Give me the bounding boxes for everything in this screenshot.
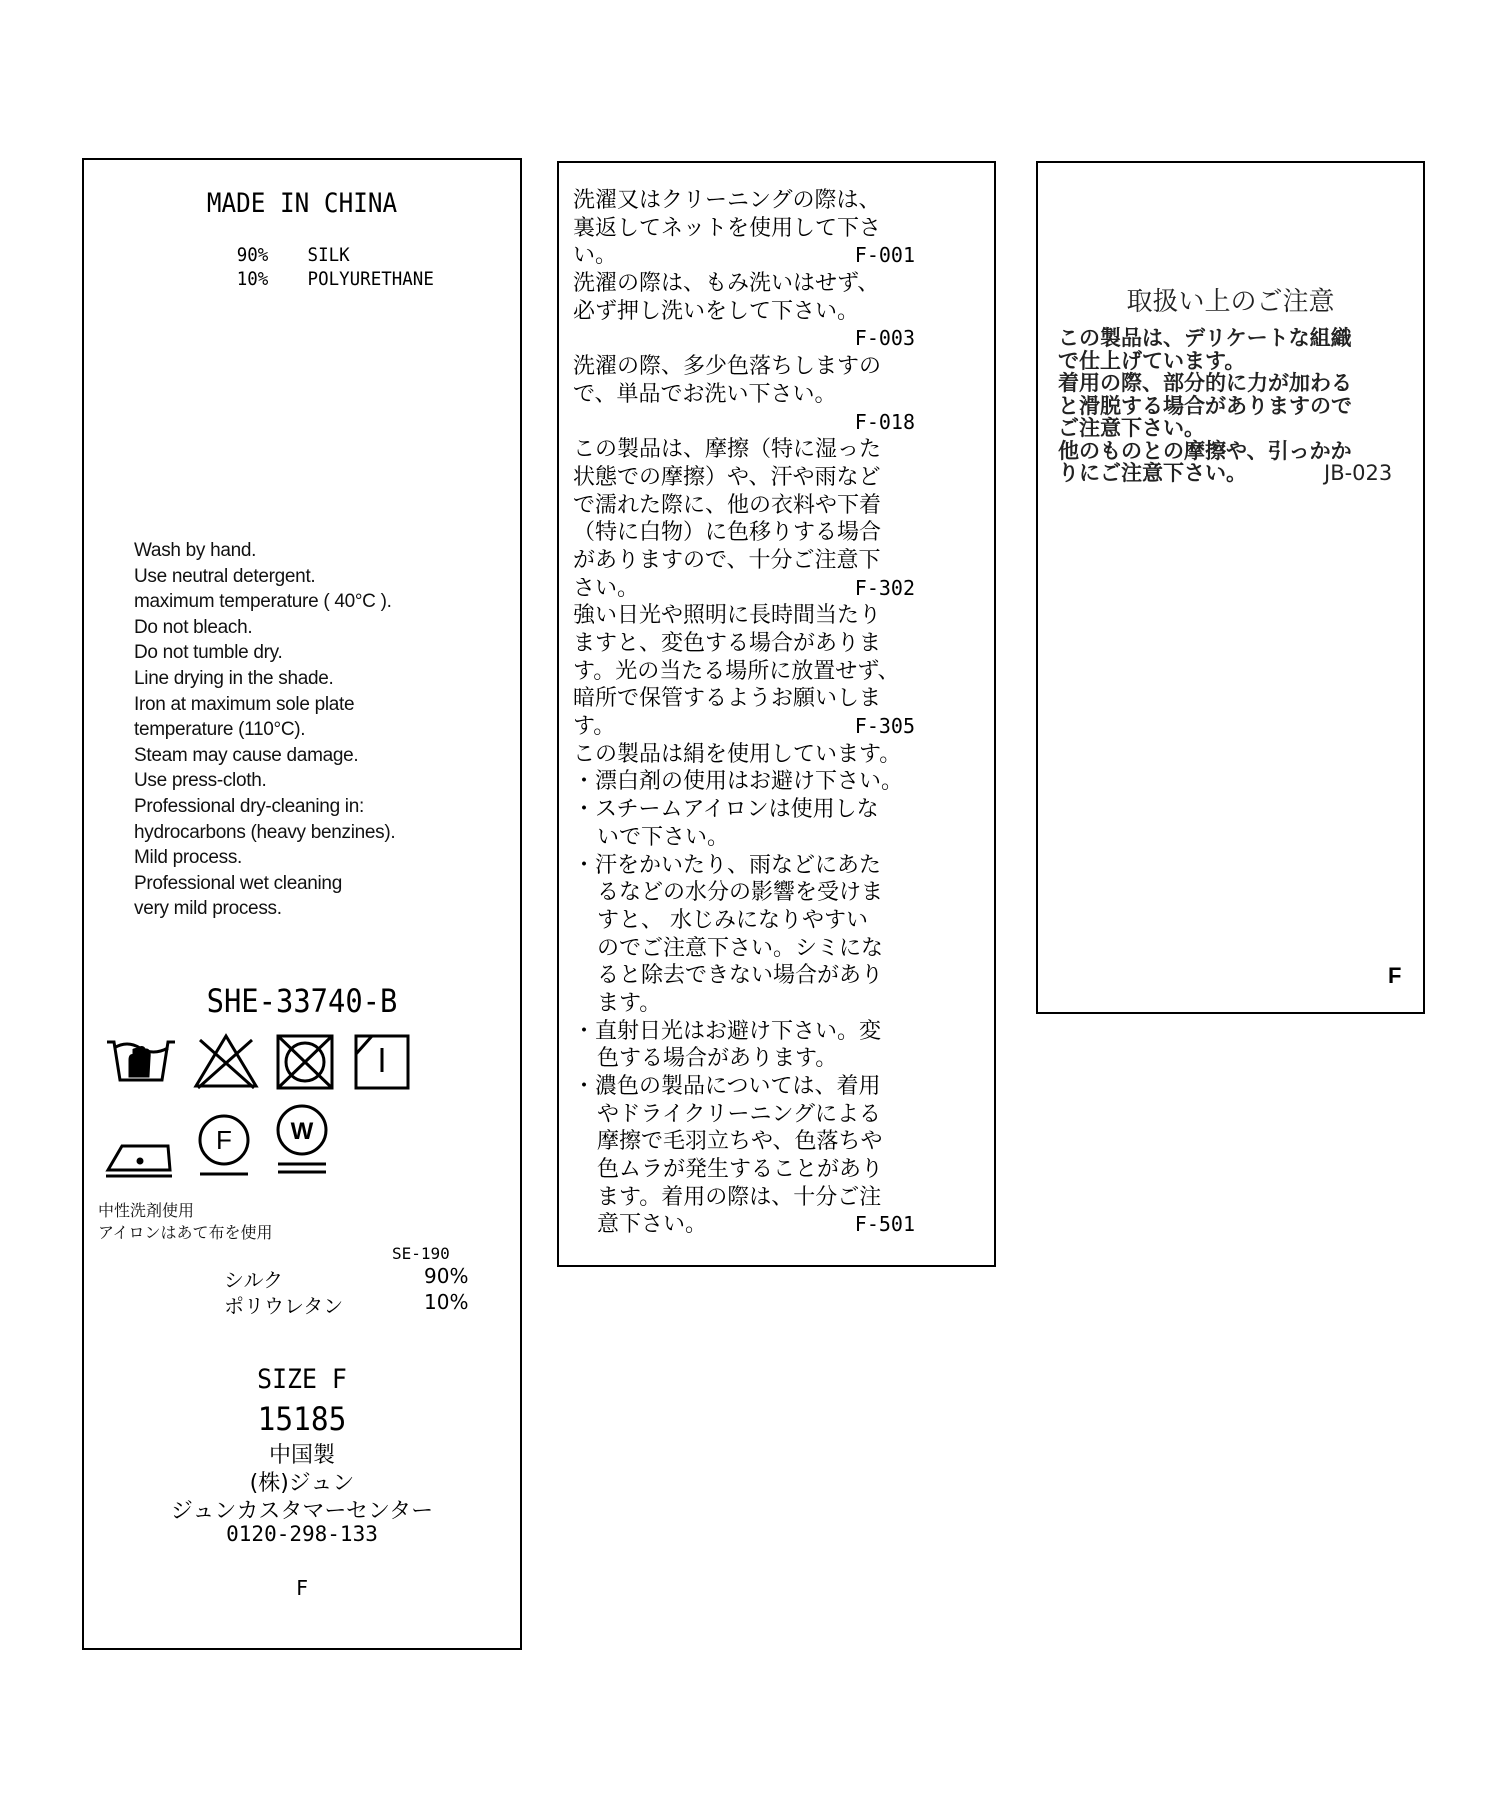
care-line: Do not bleach.	[134, 616, 253, 638]
care-warning-line	[573, 575, 916, 603]
wet-clean-letter: W	[290, 1118, 314, 1145]
notice-line-text: 他のものとの摩擦や、引っかか	[1058, 438, 1352, 463]
care-warning-line-text: ・汗をかいたり、雨などにあた	[573, 852, 882, 878]
composition-material: POLYURETHANE	[307, 268, 434, 290]
care-warning-line-text: この製品は絹を使用しています。	[573, 741, 902, 767]
care-warning-line	[573, 409, 916, 437]
care-warning-line	[573, 1211, 916, 1239]
care-warning-line-text: ・スチームアイロンは使用しな	[573, 797, 879, 823]
line-dry-shade-icon	[356, 1036, 408, 1088]
care-warning-line-text: やドライクリーニングによる	[597, 1101, 882, 1127]
notice-line	[1058, 372, 1352, 395]
care-warning-line-text: ますと、変色する場合がありま	[573, 631, 882, 656]
care-line: Use neutral detergent.	[134, 565, 316, 587]
care-warning-line	[573, 768, 903, 796]
care-warning-line-text: るなどの水分の影響を受けま	[597, 880, 884, 906]
care-warning-line-text: ると除去できない場合があり	[597, 963, 884, 989]
care-warning-line-text: 洗濯の際は、もみ洗いはせず、	[573, 271, 880, 297]
care-line: maximum temperature ( 40°C ).	[134, 591, 392, 613]
notice-line	[1058, 417, 1352, 440]
composition-jp-percent: 10%	[424, 1290, 469, 1314]
care-warning-line-text: ・直射日光はお避け下さい。変	[573, 1018, 882, 1044]
size-code: F	[295, 1576, 309, 1600]
care-warning-line-text: 状態での摩擦）や、汗や雨など	[573, 464, 881, 490]
care-warning-line	[573, 713, 916, 741]
care-warning-line	[573, 685, 903, 713]
notice-line-text: りにご注意下さい。	[1058, 461, 1247, 485]
notice-line	[1058, 350, 1352, 373]
care-warning-line	[573, 879, 903, 907]
notice-line	[1058, 327, 1352, 350]
care-notes-japanese	[98, 1200, 273, 1244]
notice-title: 取扱い上のご注意	[1126, 287, 1335, 317]
care-warning-text	[573, 187, 916, 1239]
care-line: hydrocarbons (heavy benzines).	[134, 821, 396, 843]
care-warning-line-text: 強い日光や照明に長時間当たり	[573, 603, 882, 629]
care-warning-line	[573, 1128, 903, 1156]
care-warning-line	[573, 298, 903, 326]
care-line: very mild process.	[134, 898, 282, 920]
care-warning-line	[573, 1156, 903, 1184]
care-line: Mild process.	[134, 847, 243, 869]
composition-jp-material: ポリウレタン	[224, 1294, 344, 1318]
size-code: F	[1388, 963, 1402, 988]
care-warning-line	[573, 1073, 903, 1101]
care-warning-line	[573, 353, 903, 381]
handling-notice-label	[1036, 161, 1425, 1014]
care-warning-line	[573, 270, 903, 298]
care-warning-line-text: す。光の当たる場所に放置せず、	[573, 658, 900, 684]
product-number: 15185	[257, 1400, 347, 1438]
notice-line-text: この製品は、デリケートな組織	[1058, 326, 1352, 350]
care-warning-label	[557, 161, 996, 1267]
composition-percent: 10%	[236, 268, 269, 290]
care-warning-line-text: す。	[573, 714, 616, 740]
care-warning-code: F-501	[854, 1212, 916, 1237]
dry-clean-letter: F	[216, 1125, 232, 1155]
care-warning-line-text: がありますので、十分ご注意下	[573, 547, 881, 573]
care-warning-line	[573, 935, 903, 963]
care-line: Steam may cause damage.	[134, 744, 359, 766]
care-warning-line	[573, 187, 903, 215]
notice-line-text: 着用の際、部分的に力が加わる	[1058, 371, 1352, 395]
wet-clean-w-icon	[278, 1106, 326, 1172]
made-in-text: MADE IN CHINA	[206, 188, 398, 219]
care-warning-line-text: さい。	[573, 575, 640, 601]
care-warning-line-text: ・濃色の製品については、着用	[573, 1074, 881, 1099]
care-warning-line	[573, 381, 903, 409]
phone-number: 0120-298-133	[226, 1522, 378, 1546]
care-warning-line-text: いで下さい。	[597, 824, 730, 850]
notice-code: JB-023	[1324, 461, 1393, 485]
care-line: Line drying in the shade.	[134, 667, 334, 689]
care-warning-line-text: 裏返してネットを使用して下さ	[573, 215, 882, 241]
composition-material: SILK	[307, 244, 350, 266]
notice-body	[1058, 326, 1393, 485]
care-warning-line-text: この製品は、摩擦（特に湿った	[573, 437, 882, 463]
care-warning-code: F-001	[854, 243, 916, 268]
notice-line	[1058, 440, 1352, 463]
care-warning-line	[573, 1045, 903, 1073]
hand-wash-icon	[107, 1042, 175, 1080]
no-bleach-icon	[196, 1036, 256, 1088]
care-line: Professional wet cleaning	[134, 872, 342, 894]
notice-line-text: で仕上げています。	[1058, 348, 1246, 373]
care-warning-line-text: ます。	[597, 990, 662, 1016]
care-warning-line-text: ます。着用の際は、十分ご注	[597, 1184, 882, 1210]
care-warning-code: F-003	[854, 326, 916, 351]
care-warning-line	[573, 741, 903, 769]
care-warning-line-text: 色ムラが発生することがあり	[597, 1157, 884, 1183]
care-warning-line	[573, 1184, 903, 1212]
care-warning-line-text: 摩擦で毛羽立ちや、色落ちや	[597, 1129, 883, 1155]
care-note-line: アイロンはあて布を使用	[98, 1223, 273, 1242]
care-warning-line-text: 洗濯の際、多少色落ちしますの	[573, 354, 882, 380]
dry-clean-f-icon	[200, 1116, 248, 1174]
care-warning-line	[573, 658, 903, 686]
composition-percent: 90%	[236, 244, 269, 266]
notice-line	[1058, 461, 1393, 485]
no-tumble-dry-icon	[278, 1036, 332, 1088]
care-warning-line-text: 色する場合があります。	[597, 1046, 838, 1072]
care-warning-line	[573, 630, 903, 658]
care-line: Professional dry-cleaning in:	[134, 795, 364, 817]
care-warning-code: F-305	[854, 714, 916, 739]
care-line: Wash by hand.	[134, 540, 257, 561]
care-warning-line	[573, 492, 903, 520]
care-warning-line	[573, 1018, 903, 1046]
care-warning-line	[573, 907, 903, 935]
care-warning-line	[573, 519, 903, 547]
care-line: Iron at maximum sole plate	[134, 693, 355, 715]
main-care-label	[82, 158, 522, 1650]
care-line: temperature (110°C).	[134, 719, 306, 741]
notice-line-text: ご注意下さい。	[1058, 416, 1205, 440]
care-warning-code: F-018	[854, 409, 916, 434]
notice-line	[1058, 395, 1352, 418]
care-warning-line	[573, 325, 916, 353]
care-warning-line-text: 必ず押し洗いをして下さい。	[573, 298, 860, 324]
origin-text: 中国製	[268, 1443, 335, 1468]
care-warning-line	[573, 464, 903, 492]
size-label: SIZE F	[257, 1364, 347, 1395]
composition-jp-percent: 90%	[424, 1264, 469, 1288]
care-warning-line-text: 意下さい。	[597, 1212, 708, 1238]
care-warning-code: F-302	[854, 575, 916, 600]
care-line: Do not tumble dry.	[134, 642, 283, 664]
care-warning-line	[573, 990, 903, 1018]
iron-low-press-cloth-icon	[106, 1146, 172, 1176]
care-warning-line	[573, 962, 903, 990]
customer-center: ジュンカスタマーセンター	[170, 1499, 434, 1524]
care-warning-line-text: ・漂白剤の使用はお避け下さい。	[573, 769, 904, 795]
care-instructions-english	[134, 538, 395, 922]
care-warning-line-text: すと、 水じみになりやすい	[597, 907, 868, 933]
care-warning-line	[573, 215, 903, 243]
care-warning-line-text: で濡れた際に、他の衣料や下着	[573, 492, 882, 518]
care-warning-line	[573, 796, 903, 824]
care-warning-line-text: 洗濯又はクリーニングの際は、	[573, 188, 881, 213]
care-note-line: 中性洗剤使用	[98, 1201, 195, 1220]
style-number: SHE-33740-B	[206, 982, 398, 1020]
care-warning-line	[573, 602, 903, 630]
company-name: (株)ジュン	[249, 1471, 355, 1496]
care-warning-line	[573, 1101, 903, 1129]
care-warning-line	[573, 242, 916, 270]
care-line: Use press-cloth.	[134, 770, 267, 792]
care-warning-line-text: （特に白物）に色移りする場合	[573, 520, 882, 546]
care-warning-line-text: のでご注意下さい。シミにな	[597, 935, 884, 961]
care-warning-line-text: い。	[573, 243, 618, 269]
care-symbols	[104, 1030, 424, 1220]
notice-line-text: と滑脱する場合がありますので	[1058, 393, 1352, 418]
care-warning-line	[573, 852, 903, 880]
care-warning-line	[573, 436, 903, 464]
care-warning-line-text: 暗所で保管するようお願いしま	[573, 686, 882, 712]
care-warning-line	[573, 824, 903, 852]
jp-code: SE-190	[392, 1244, 450, 1263]
care-warning-line-text: で、単品でお洗い下さい。	[573, 381, 837, 407]
composition-jp-material: シルク	[224, 1268, 284, 1292]
care-warning-line	[573, 547, 903, 575]
